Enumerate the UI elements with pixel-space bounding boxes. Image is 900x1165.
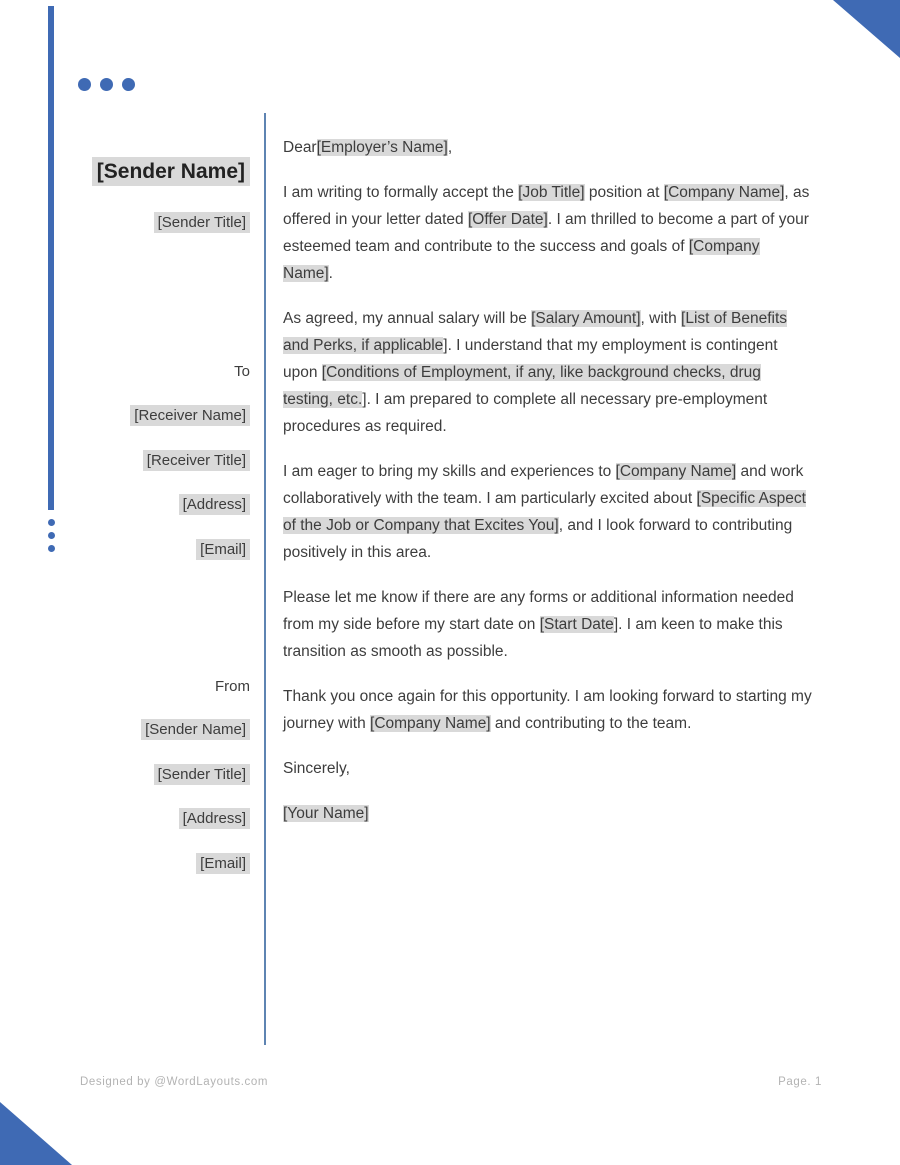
text-run: and work collaboratively with the team. I am particularly excited about <box>283 463 804 507</box>
placeholder-field: [Company Name] <box>283 238 760 282</box>
from-title-field <box>0 766 250 783</box>
sender-receiver-column <box>0 0 250 1165</box>
placeholder-field: [Sender Name] <box>141 719 250 740</box>
signature-field <box>283 800 813 827</box>
text-run: ]. I understand that my employment is contingent upon <box>283 337 778 381</box>
text-run: . <box>328 265 333 282</box>
placeholder-field: [Email] <box>196 853 250 874</box>
letter-body <box>283 134 813 845</box>
paragraph-acceptance <box>283 179 813 287</box>
text-run: Dear <box>283 139 317 156</box>
text-run: , and I look forward to contributing positively in this area. <box>283 517 793 561</box>
from-email-field <box>0 855 250 872</box>
text-run: ]. I am prepared to complete all necessary pre-employment procedures as required. <box>283 391 768 435</box>
text-run: I am writing to formally accept the <box>283 184 519 201</box>
paragraph-start-date <box>283 584 813 665</box>
placeholder-field: [Receiver Name] <box>130 405 250 426</box>
placeholder-field: [Your Name] <box>283 805 369 822</box>
placeholder-field: [Job Title] <box>518 184 585 201</box>
page-number: Page. 1 <box>778 1076 822 1088</box>
receiver-name-field <box>0 407 250 424</box>
text-run: , <box>447 139 453 156</box>
placeholder-field: [Employer’s Name] <box>316 139 448 156</box>
receiver-email-field <box>0 541 250 558</box>
text-run: I am eager to bring my skills and experiences to <box>283 463 616 480</box>
placeholder-field: [Email] <box>196 539 250 560</box>
placeholder-field: [Sender Title] <box>154 212 250 233</box>
to-label: To <box>234 363 250 380</box>
sender-name-field <box>0 160 250 184</box>
text-run: ]. I am keen to make this transition as smooth as possible. <box>283 616 783 660</box>
receiver-address-field <box>0 496 250 513</box>
from-name-field <box>0 721 250 738</box>
placeholder-field: [Company Name] <box>663 184 785 201</box>
placeholder-field: [Address] <box>179 494 250 515</box>
paragraph-salary <box>283 305 813 440</box>
placeholder-field: [Company Name] <box>370 715 491 732</box>
placeholder-field: [Specific Aspect of the Job or Company that Excites You] <box>283 490 806 534</box>
placeholder-field: [Receiver Title] <box>143 450 250 471</box>
paragraph-thanks <box>283 683 813 737</box>
paragraph-skills <box>283 458 813 566</box>
closing: Sincerely, <box>283 760 350 777</box>
vertical-divider <box>264 113 266 1045</box>
receiver-title-field <box>0 452 250 469</box>
text-run: As agreed, my annual salary will be <box>283 310 532 327</box>
from-label: From <box>215 678 250 695</box>
placeholder-field: [Conditions of Employment, if any, like background checks, drug testing, etc. <box>283 364 761 408</box>
text-run: . I am thrilled to become a part of your esteemed team and contribute to the success and goals of <box>283 211 809 255</box>
text-run: , as offered in your letter dated <box>283 184 810 228</box>
placeholder-field: [Sender Name] <box>92 157 250 186</box>
text-run: Please let me know if there are any forms or additional information needed from my side before my start date on <box>283 589 794 633</box>
corner-triangle-top-right <box>833 0 900 58</box>
placeholder-field: [Company Name] <box>615 463 737 480</box>
placeholder-field: [Salary Amount] <box>531 310 641 327</box>
from-address-field <box>0 810 250 827</box>
designed-by-credit: Designed by @WordLayouts.com <box>80 1076 269 1088</box>
text-run: and contributing to the team. <box>490 715 692 732</box>
placeholder-field: [List of Benefits and Perks, if applicable <box>283 310 788 354</box>
text-run: , with <box>640 310 682 327</box>
text-run: Thank you once again for this opportunity. I am looking forward to starting my journey with <box>283 688 812 732</box>
placeholder-field: [Address] <box>179 808 250 829</box>
placeholder-field: [Offer Date] <box>467 211 548 228</box>
placeholder-field: [Sender Title] <box>154 764 250 785</box>
sender-title-field <box>0 214 250 231</box>
placeholder-field: [Start Date <box>539 616 614 633</box>
salutation <box>283 134 813 161</box>
text-run: position at <box>584 184 664 201</box>
